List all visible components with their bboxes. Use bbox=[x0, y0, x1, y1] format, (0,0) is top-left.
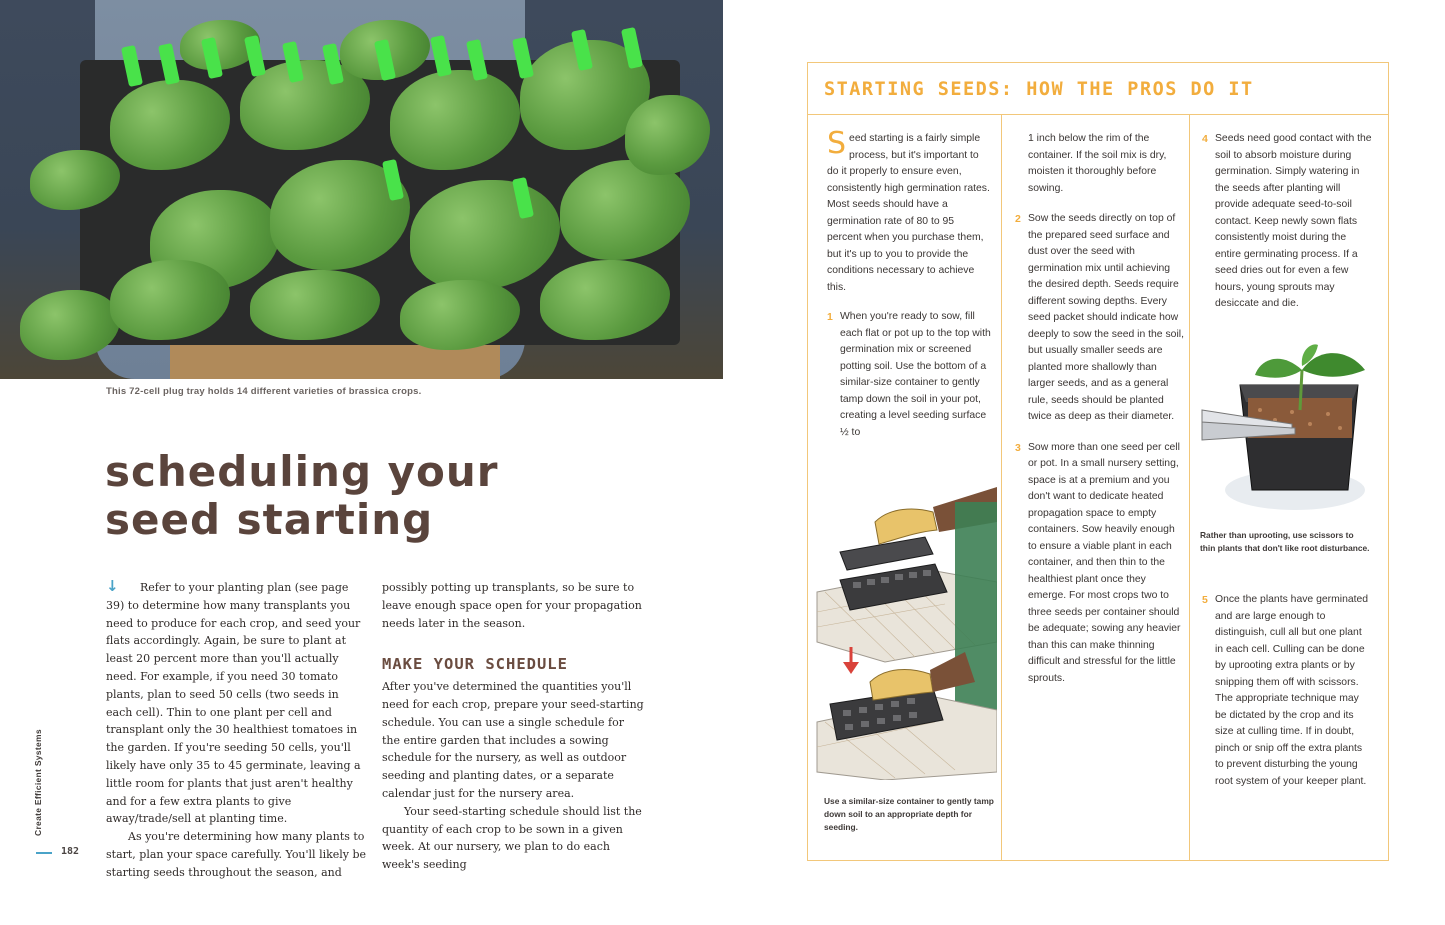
section-subhead: MAKE YOUR SCHEDULE bbox=[382, 655, 568, 674]
body-column-1 bbox=[106, 579, 368, 882]
step-1-continued: 1 inch below the rim of the container. If the soil mix is dry, moisten it thoroughly before sowing. bbox=[1028, 133, 1167, 194]
page-number: 182 bbox=[61, 846, 80, 857]
title-line-1: scheduling your bbox=[105, 447, 499, 496]
page-title bbox=[105, 448, 498, 544]
sidebar-title: STARTING SEEDS: HOW THE PROS DO IT bbox=[808, 63, 1388, 115]
photo-caption: This 72-cell plug tray holds 14 different varieties of brassica crops. bbox=[106, 386, 422, 397]
step-3: 3 Sow more than one seed per cell or pot. In a small nursery setting, space is at a premium and you don't want to dedicate heated propagation space to empty containers. Sow heavily enough to ensure a viable plant in each container, and then thin to the healthiest plant once they emerge. For most crops two to three seeds per container should be adequate; sowing any heavier than this can make thinning difficult and stressful for the little sprouts. bbox=[1015, 441, 1181, 684]
step-number: 4 bbox=[1202, 133, 1208, 145]
step-5: 5 Once the plants have germinated and are large enough to distinguish, cull all but one plant in each cell. Culling can be done by uprooting extra plants or by snipping them off with scissors. The appropriate technique may be dictated by the crop and its size at culling time. If in doubt, pinch or snip off the extra plants to prevent disturbing the young root system of your keeper plant. bbox=[1202, 594, 1369, 787]
sidebar-column-3-lower bbox=[1202, 578, 1372, 790]
title-line-2: seed starting bbox=[105, 495, 434, 544]
step-number: 5 bbox=[1202, 594, 1208, 606]
body-paragraph: ↓ Refer to your planting plan (see page 39) to determine how many transplants you need to produce for each crop, and seed your flats accordingly. Again, be sure to plant at least 20 percent more than you'll actually need. For example, if you need 30 tomato plants, plan to seed 50 cells (two seeds in each cell). Thin to one plant per cell and transplant only the 30 healthiest tomatoes in the garden. If you're seeding 50 cells, you'll likely have only 35 to 45 germinate, leaving a little room for plants that just aren't healthy and for a few extra plants to give away/trade/sell at planting time. bbox=[106, 577, 361, 826]
step-4: 4 Seeds need good contact with the soil to absorb moisture during germination. Simply watering in the seeds after planting will provide adequate seed-to-soil contact. Keep newly sown flats consistently moist during the entire germinating process. If a seed dries out for even a few hours, young sprouts may desiccate and die. bbox=[1202, 133, 1372, 309]
figure-caption: Rather than uprooting, use scissors to thin plants that don't like root disturbance. bbox=[1200, 530, 1370, 553]
body-paragraph: possibly potting up transplants, so be sure to leave enough space open for your propagation needs later in the season. bbox=[382, 581, 642, 630]
sidebar-intro: Seed starting is a fairly simple process, but it's important to do it properly to ensure even, consistently high germination rates. Most seeds should have a germination rate of 80 to 95 percent when you purchase them, but it's up to you to provide the conditions necessary to achieve this. bbox=[827, 126, 990, 293]
sidebar-column-3 bbox=[1202, 131, 1372, 313]
step-number: 2 bbox=[1015, 213, 1021, 225]
step-2: 2 Sow the seeds directly on top of the prepared seed surface and dust over the seed with germination mix until achieving the desired depth. Seeds require different sowing depths. Every seed packet should indicate how deeply to sow the seed in the soil, but usually smaller seeds are planted more shallowly than larger seeds, and as a general rule, seeds should be planted twice as deep as their diameter. bbox=[1015, 213, 1184, 422]
seedling-tray-photo bbox=[0, 0, 723, 379]
step-number: 1 bbox=[827, 311, 833, 323]
scissors-thinning-illustration bbox=[1200, 340, 1372, 522]
step-1: 1 When you're ready to sow, fill each flat or pot up to the top with germination mix or screened potting soil. Use the bottom of a similar-size container to gently tamp down the soil in your pot, creating a level seeding surface ½ to bbox=[827, 311, 991, 438]
sidebar-column-1 bbox=[827, 126, 991, 441]
leaf bbox=[625, 95, 710, 175]
body-paragraph: After you've determined the quantities you'll need for each crop, prepare your seed-starting schedule. You can use a single schedule for the entire garden that includes a sowing schedule for the nursery, as well as outdoor seeding and planting dates, or a separate calendar just for the nursery area. bbox=[382, 680, 644, 800]
step-number: 3 bbox=[1015, 441, 1021, 454]
body-paragraph: Your seed-starting schedule should list the quantity of each crop to be sown in a given week. At our nursery, we plan to do each week's seeding bbox=[382, 804, 642, 872]
column-divider bbox=[1001, 115, 1002, 860]
body-column-2 bbox=[382, 579, 644, 874]
section-running-head: Create Efficient Systems bbox=[33, 729, 43, 836]
body-paragraph: As you're determining how many plants to start, plan your space carefully. You'll likely be starting seeds throughout the season, and bbox=[106, 830, 367, 879]
sidebar-column-2 bbox=[1015, 131, 1185, 687]
figure-caption: Use a similar-size container to gently tamp down soil to an appropriate depth for seeding. bbox=[824, 796, 994, 832]
arrow-down-icon: ↓ bbox=[106, 577, 119, 595]
drop-cap: S bbox=[827, 126, 847, 161]
column-divider bbox=[1189, 115, 1190, 860]
tamping-tray-illustration bbox=[815, 482, 997, 780]
page-number-rule bbox=[36, 852, 52, 854]
